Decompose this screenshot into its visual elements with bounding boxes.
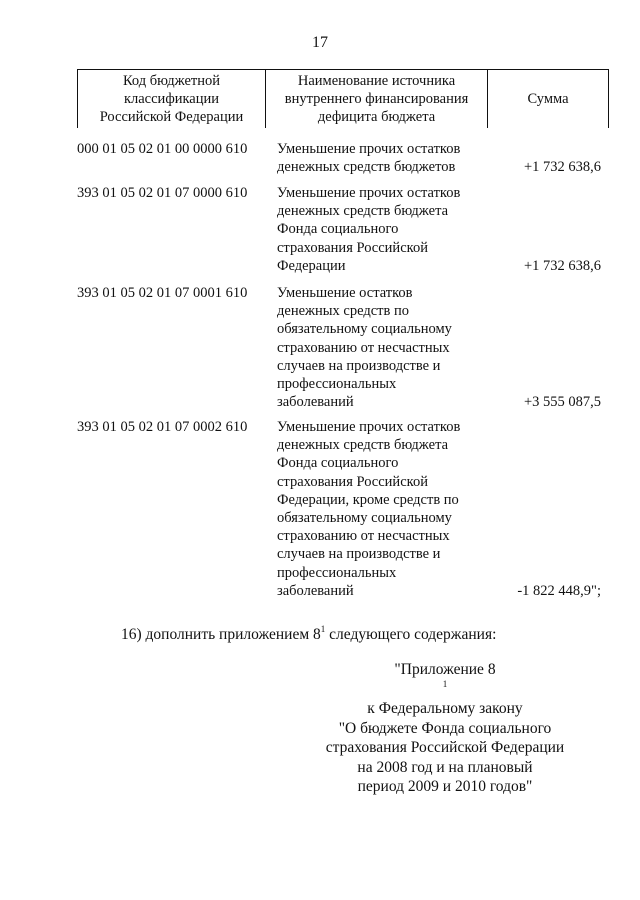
- page-number: 17: [312, 34, 328, 51]
- row-code: 000 01 05 02 01 00 0000 610: [77, 141, 248, 157]
- row-name-line: страхованию от несчастных: [277, 528, 450, 545]
- annex-line: на 2008 год и на плановый: [357, 758, 533, 776]
- header-sum-line: Сумма: [527, 91, 569, 107]
- paragraph-text: 16) дополнить приложением 8: [121, 626, 321, 643]
- row-name-line: денежных средств бюджетов: [277, 159, 456, 176]
- annex-heading: [300, 660, 590, 797]
- row-name-line: заболеваний: [277, 582, 354, 599]
- header-name-line: Наименование источника: [297, 73, 456, 89]
- table-header: [77, 69, 609, 130]
- row-name-line: Федерации, кроме средств по: [277, 491, 459, 508]
- amendment-paragraph: [121, 626, 496, 644]
- row-name-line: страхования Российской: [277, 473, 428, 490]
- header-name-column: [265, 70, 487, 128]
- row-name: [277, 418, 507, 600]
- header-code-line: классификации: [123, 91, 220, 107]
- row-name-line: случаев на производстве и: [277, 357, 441, 374]
- header-code-line: Российской Федерации: [99, 109, 244, 125]
- header-sum-column: [487, 70, 609, 128]
- row-code: 393 01 05 02 01 07 0002 610: [77, 419, 248, 435]
- row-name-line: Уменьшение остатков: [277, 285, 413, 301]
- annex-line: "О бюджете Фонда социального: [338, 719, 552, 737]
- row-name-line: страхованию от несчастных: [277, 339, 450, 356]
- row-name-line: обязательному социальному: [277, 510, 452, 527]
- annex-line: к Федеральному закону: [367, 700, 523, 717]
- row-amount: +1 732 638,6: [523, 159, 601, 176]
- paragraph-text-end: следующего содержания:: [325, 626, 497, 643]
- row-name-line: Уменьшение прочих остатков: [277, 141, 461, 157]
- row-name-line: денежных средств по: [277, 303, 409, 320]
- row-name: [277, 140, 507, 176]
- row-name-line: заболеваний: [277, 394, 354, 411]
- header-name-line: дефицита бюджета: [317, 109, 436, 125]
- row-name-line: случаев на производстве и: [277, 546, 441, 563]
- annex-title: [300, 660, 590, 699]
- row-name-line: профессиональных: [277, 564, 397, 581]
- annex-title-text: "Приложение 8: [394, 661, 496, 678]
- header-code-line: Код бюджетной: [122, 73, 220, 89]
- row-name: [277, 184, 507, 275]
- row-name-line: Уменьшение прочих остатков: [277, 419, 461, 435]
- row-code: 393 01 05 02 01 07 0001 610: [77, 285, 248, 301]
- row-name: [277, 284, 507, 411]
- row-name-line: Федерации: [277, 257, 346, 274]
- row-amount: -1 822 448,9";: [517, 582, 601, 599]
- row-code: 393 01 05 02 01 07 0000 610: [77, 185, 248, 201]
- row-name-line: Фонда социального: [277, 221, 399, 238]
- row-name-line: страхования Российской: [277, 239, 428, 256]
- row-amount: +1 732 638,6: [523, 257, 601, 274]
- annex-line: период 2009 и 2010 годов": [357, 778, 533, 795]
- paragraph-superscript: 1: [320, 624, 326, 634]
- row-name-line: профессиональных: [277, 376, 397, 393]
- row-name-line: обязательному социальному: [277, 321, 452, 338]
- header-name-line: внутреннего финансирования: [284, 91, 469, 107]
- row-name-line: Фонда социального: [277, 455, 399, 472]
- header-code-column: [77, 70, 265, 128]
- annex-title-superscript: 1: [442, 678, 448, 689]
- row-name-line: Уменьшение прочих остатков: [277, 185, 461, 201]
- annex-line: страхования Российской Федерации: [325, 739, 565, 756]
- row-amount: +3 555 087,5: [523, 394, 601, 411]
- row-name-line: денежных средств бюджета: [277, 203, 449, 220]
- row-name-line: денежных средств бюджета: [277, 437, 449, 454]
